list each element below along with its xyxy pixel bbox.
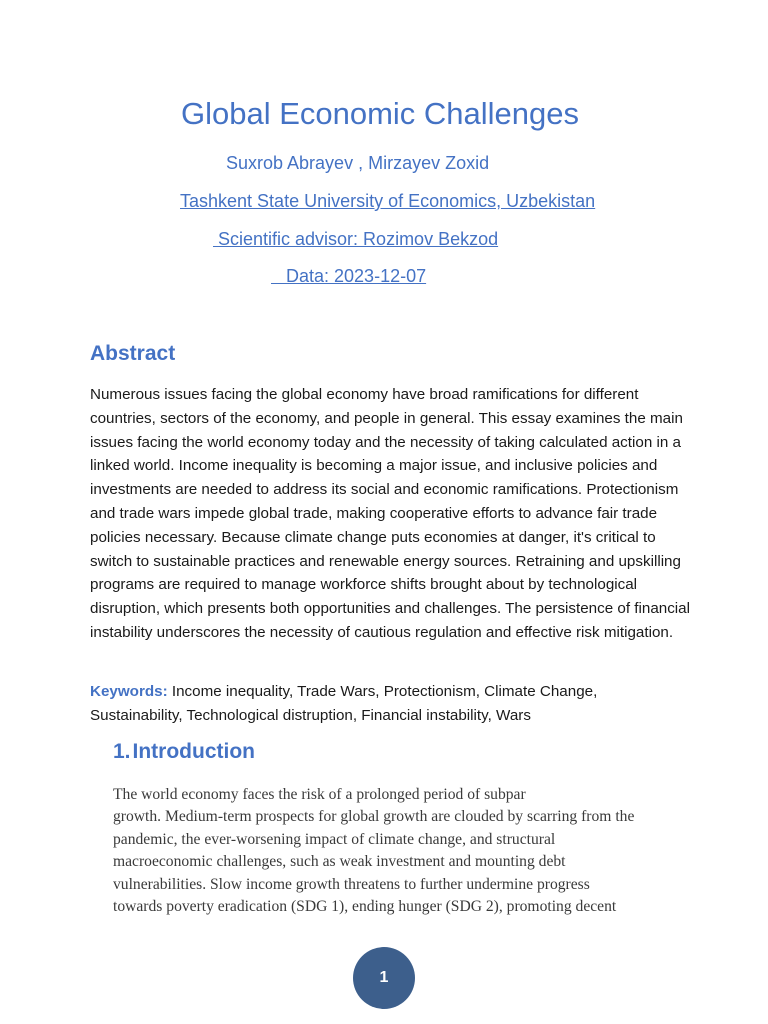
keywords-text: Income inequality, Trade Wars, Protectionism, Climate Change, Sustainability, Technological distruption, Financial instability, Wars — [90, 683, 598, 724]
date-link[interactable]: Data: 2023-12-07 — [271, 266, 427, 286]
intro-line: pandemic, the ever-worsening impact of climate change, and structural — [113, 830, 556, 848]
abstract-text: Numerous issues facing the global economy have broad ramifications for different countries, sectors of the economy, and people in general. This essay examines the main issues facing the world economy today and the necessity of taking calculated action in a linked world. Income inequality is becoming a major issue, and inclusive policies and investments are needed to address its social and economic ramifications. Protectionism and trade wars impede global trade, making cooperative efforts to advance fair trade policies necessary. Because climate change puts economies at danger, it's critical to switch to sustainable practices and renewable energy sources. Retraining and upskilling programs are required to manage workforce shifts brought about by technological disruption, which presents both opportunities and challenges. The persistence of financial instability underscores the necessity of cautious regulation and effective risk mitigation. — [90, 386, 690, 641]
intro-line: macroeconomic challenges, such as weak investment and mounting debt — [113, 853, 566, 871]
introduction-text — [113, 784, 693, 918]
intro-line: vulnerabilities. Slow income growth threatens to further undermine progress — [113, 875, 590, 893]
intro-line: towards poverty eradication (SDG 1), ending hunger (SDG 2), promoting decent — [113, 898, 617, 916]
paper-title: Global Economic Challenges — [180, 96, 580, 131]
page-number-badge: 1 — [353, 947, 415, 1009]
abstract-heading: Abstract — [90, 342, 176, 365]
keywords-paragraph — [90, 680, 690, 728]
section-number: 1. — [113, 740, 131, 763]
affiliation-link[interactable]: Tashkent State University of Economics, Uzbekistan — [180, 191, 596, 211]
intro-line: The world economy faces the risk of a prolonged period of subpar — [113, 786, 526, 803]
introduction-heading — [113, 740, 255, 764]
section-title: Introduction — [132, 740, 255, 763]
author-line: Suxrob Abrayev , Mirzayev Zoxid — [226, 153, 490, 173]
keywords-label: Keywords: — [90, 683, 168, 700]
intro-line: growth. Medium-term prospects for global growth are clouded by scarring from the — [113, 808, 635, 826]
advisor-link[interactable]: Scientific advisor: Rozimov Bekzod — [213, 229, 499, 249]
